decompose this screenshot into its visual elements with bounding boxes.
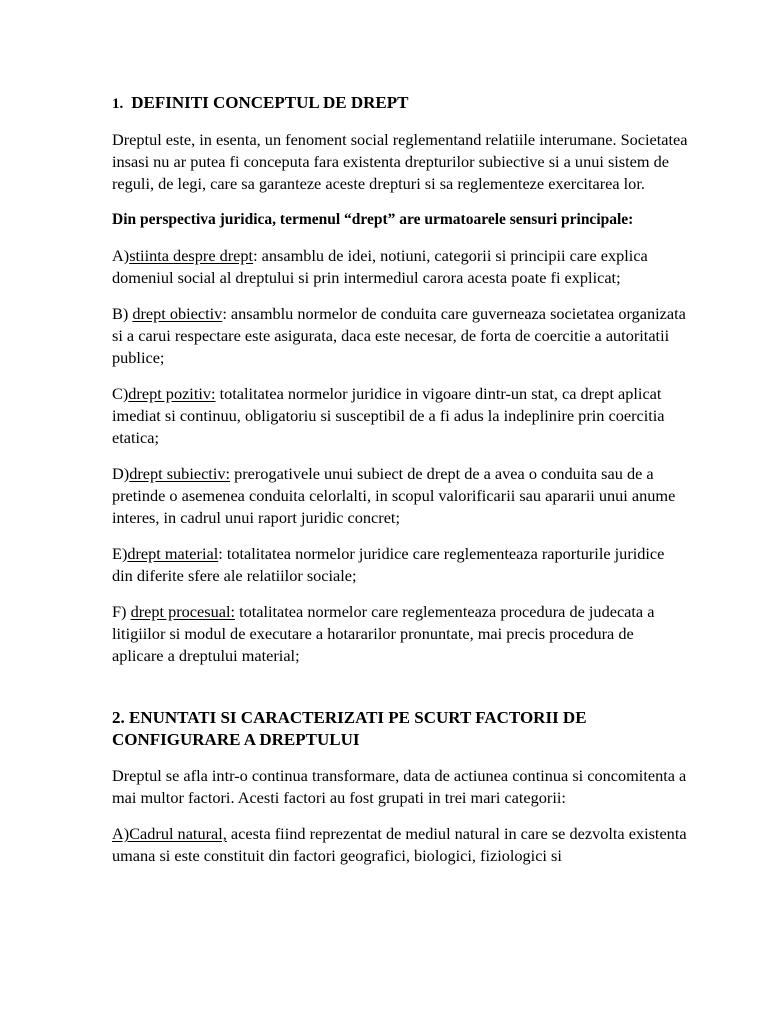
section-1-intro: Dreptul este, in esenta, un fenoment social reglementand relatiile interumane. Societatea insasi nu ar putea fi conceputa fara existenta drepturilor subiective si a unui sistem de reguli, de legi, care sa garanteze aceste drepturi si sa reglementeze exercitarea lor. xyxy=(112,130,688,193)
factor-item-a xyxy=(112,823,688,867)
section-1-number: 1. xyxy=(112,96,124,112)
item-prefix: E) xyxy=(112,544,128,563)
definition-item-e xyxy=(112,543,688,587)
item-text: acesta fiind reprezentat de mediul natural in care se dezvolta existenta umana si este constituit din factori geografici, biologici, fiziologici si xyxy=(112,824,687,865)
item-term: A)Cadrul natural, xyxy=(112,824,227,843)
definition-item-f xyxy=(112,601,688,667)
definition-item-a xyxy=(112,245,688,289)
item-term: drept subiectiv: xyxy=(129,464,231,483)
item-text: totalitatea normelor care reglementeaza procedura de judecata a litigiilor si modul de executare a hotararilor pronuntate, mai precis procedura de aplicare a dreptului material; xyxy=(112,602,655,665)
item-text: : ansamblu normelor de conduita care guverneaza societatea organizata si a carui respectare este asigurata, daca este necesar, de forta de coercitie a autoritatii publice; xyxy=(112,304,686,367)
item-text: prerogativele unui subiect de drept de a avea o conduita sau de a pretinde o asemenea conduita celorlalti, in scopul valorificarii sau apararii unui anume interes, in cadrul unui raport juridic concret; xyxy=(112,464,676,527)
item-prefix: C) xyxy=(112,384,129,403)
item-term: drept procesual: xyxy=(130,602,235,621)
section-1-lead: Din perspectiva juridica, termenul “drept” are urmatoarele sensuri principale: xyxy=(112,211,634,228)
item-text: : ansamblu de idei, notiuni, categorii si principii care explica domeniul social al dreptului si prin intermediul carora acesta poate fi explicat; xyxy=(112,246,648,287)
section-2-intro: Dreptul se afla intr-o continua transformare, data de actiunea continua si concomitenta a mai multor factori. Acesti factori au fost grupati in trei mari categorii: xyxy=(112,766,687,807)
item-prefix: A) xyxy=(112,246,130,265)
section-1-title: DEFINITI CONCEPTUL DE DREPT xyxy=(131,93,409,112)
item-text: totalitatea normelor juridice in vigoare dintr-un stat, ca drept aplicat imediat si continuu, obligatoriu si susceptibil de a fi adus la indeplinire prin coercitia etatica; xyxy=(112,384,665,447)
item-prefix: F) xyxy=(112,602,131,621)
section-1-heading xyxy=(112,92,688,115)
item-text: : totalitatea normelor juridice care reglementeaza raporturile juridice din diferite sfere ale relatiilor sociale; xyxy=(112,544,665,585)
item-term: drept pozitiv: xyxy=(128,384,216,403)
item-prefix: B) xyxy=(112,304,133,323)
item-term: drept obiectiv xyxy=(132,304,223,323)
item-term: stiinta despre drept xyxy=(129,246,254,265)
definition-item-b xyxy=(112,303,688,369)
item-term: drept material xyxy=(127,544,219,563)
definition-item-d xyxy=(112,463,688,529)
section-2-heading: 2. ENUNTATI SI CARACTERIZATI PE SCURT FACTORII DE CONFIGURARE A DREPTULUI xyxy=(112,708,587,749)
definition-item-c xyxy=(112,383,688,449)
item-prefix: D) xyxy=(112,464,130,483)
